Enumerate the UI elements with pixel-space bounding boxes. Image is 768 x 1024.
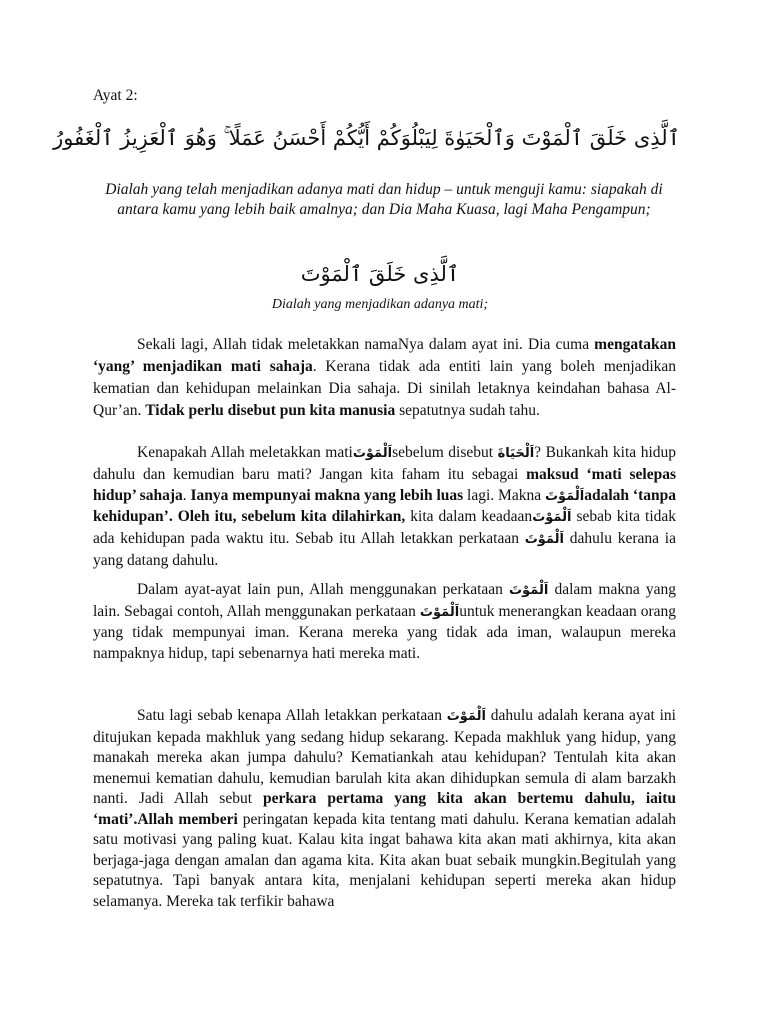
- emphasis: Tidak perlu disebut pun kita manusia: [145, 402, 396, 419]
- emphasis: adalah ‘tanpa kehidupan’. Oleh itu, sebelum kita dilahirkan,: [93, 486, 676, 526]
- emphasis: mengatakan ‘yang’ menjadikan mati sahaja: [93, 336, 676, 375]
- arabic-word-hayah: اَلْحَيَاةَ: [497, 446, 535, 461]
- paragraph-3: Dalam ayat-ayat lain pun, Allah menggunakan perkataan اَلْمَوْتَ dalam makna yang lain. Sebagai contoh, Allah menggunakan perkataan اَلْمَوْتَuntuk menerangkan keadaan orang yang tidak mempunyai iman. Kerana mereka yang tidak ada iman, walaupun mereka nampaknya hidup, tapi sebenarnya hati mereka mati.: [93, 581, 676, 662]
- arabic-word-maut: اَلْمَوْتَ: [524, 532, 564, 548]
- verse-heading: Ayat 2:: [93, 87, 138, 104]
- verse-translation: Dialah yang telah menjadikan adanya mati dan hidup – untuk menguji kamu: siapakah di antara kamu yang lebih baik amalnya; dan Dia Maha Kuasa, lagi Maha Pengampun;: [105, 181, 663, 218]
- sub-verse-translation: Dialah yang menjadikan adanya mati;: [271, 297, 489, 312]
- arabic-word-maut: اَلْمَوْتَ: [446, 709, 486, 724]
- emphasis: Ianya mempunyai makna yang lebih luas: [190, 486, 464, 504]
- sub-verse-arabic: ٱلَّذِى خَلَقَ ٱلْمَوْتَ: [300, 262, 460, 286]
- arabic-word-maut: اَلْمَوْتَ: [532, 510, 572, 526]
- verse-arabic: ٱلَّذِى خَلَقَ ٱلْمَوْتَ وَٱلْحَيَوٰةَ لِيَبْلُوَكُمْ أَيُّكُمْ أَحْسَنُ عَمَلًا ۚ وَهُوَ ٱلْعَزِيزُ ٱلْغَفُورُ: [53, 126, 680, 150]
- arabic-word-maut: اَلْمَوْتَ: [419, 604, 460, 620]
- emphasis: maksud ‘mati selepas hidup’ sahaja: [93, 465, 676, 504]
- paragraph-4: Satu lagi sebab kenapa Allah letakkan perkataan اَلْمَوْتَ dahulu adalah kerana ayat ini ditujukan kepada makhluk yang sedang hidup sekarang. Kepada makhluk yang hidup, yang manakah mereka akan jumpa dahulu? Kematiankah atau kehidupan? Tentulah kita akan menemui kematian dahulu, kemudian barulah kita akan dihidupkan semula di alam barzakh nanti. Jadi Allah sebut perkara pertama yang kita akan bertemu dahulu, iaitu ‘mati’.Allah memberi peringatan kepada kita tentang mati dahulu. Kerana kematian adalah satu motivasi yang paling kuat. Kalau kita ingat bahawa kita akan mati akhirnya, kita akan berjaga-jaga dengan amalan dan agama kita. Kita akan buat sebaik mungkin.Begitulah yang sepatutnya. Tapi banyak antara kita, menjalani kehidupan seperti mereka akan hidup selamanya. Mereka tak terfikir bahawa: [93, 707, 676, 910]
- emphasis: perkara pertama yang kita akan bertemu dahulu, iaitu ‘mati’.Allah memberi: [93, 790, 676, 828]
- arabic-word-maut: اَلْمَوْتَ: [544, 488, 585, 504]
- arabic-word-maut: اَلْمَوْتَ: [352, 446, 393, 461]
- paragraph-2: Kenapakah Allah meletakkan matiاَلْمَوْتَsebelum disebut اَلْحَيَاةَ? Bukankah kita hidup dahulu dan kemudian baru mati? Jangan kita faham itu sebagai maksud ‘mati selepas hidup’ sahaja. Ianya mempunyai makna yang lebih luas lagi. Makna اَلْمَوْتَadalah ‘tanpa kehidupan’. Oleh itu, sebelum kita dilahirkan, kita dalam keadaanاَلْمَوْتَ sebab kita tidak ada kehidupan pada waktu itu. Sebab itu Allah letakkan perkataan اَلْمَوْتَ dahulu kerana ia yang datang dahulu.: [93, 444, 677, 569]
- paragraph-1: Sekali lagi, Allah tidak meletakkan namaNya dalam ayat ini. Dia cuma mengatakan ‘yang’ menjadikan mati sahaja. Kerana tidak ada entiti lain yang boleh menjadikan kematian dan kehidupan melainkan Dia sahaja. Di sinilah letaknya keindahan bahasa Al-Qur’an. Tidak perlu disebut pun kita manusia sepatutnya sudah tahu.: [93, 336, 676, 419]
- arabic-word-maut: اَلْمَوْتَ: [509, 583, 549, 598]
